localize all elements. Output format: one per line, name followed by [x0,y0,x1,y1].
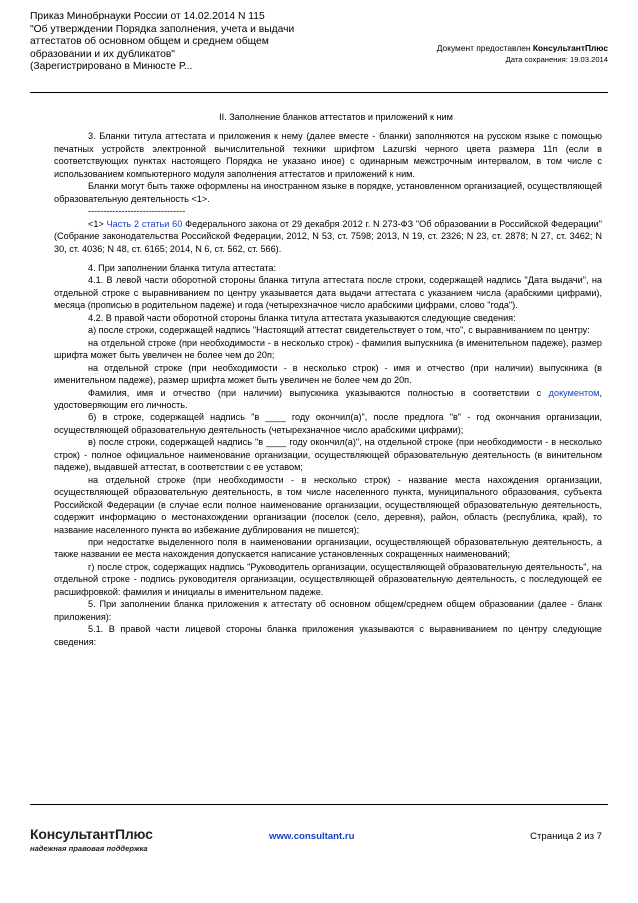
document-title [30,11,330,74]
footer-tagline: надежная правовая поддержка [30,844,148,853]
paragraph: 5. При заполнении бланка приложения к аттестату об основном общем/среднем общем образовании (далее - бланк приложения): [54,599,602,622]
footnote-text: Федерального закона от 29 декабря 2012 г. N 273-ФЗ "Об образовании в Российской Федерации" (Собрание законодательства Российской Федерации, 2012, N 53, ст. 7598; 2013, N 19, ст. 2326; N 23, ст. 2878; N 27, ст. 3462; N 30, ст. 4036; N 48, ст. 6165; 2014, N 6, ст. 562, ст. 566). [54,218,602,254]
section-title: II. Заполнение бланков аттестатов и приложений к ним [219,112,453,122]
paragraph: 4.2. В правой части оборотной стороны бланка титула аттестата указываются следующие сведения: [88,312,516,323]
paragraph: в) после строки, содержащей надпись "в ____ году окончил(а)", на отдельной строке (при необходимости - в несколько строк) - полное официальное наименование организации, осуществляющей образовательную деятельность (в винительном падеже), выдавшей аттестат, в соответствии с ее уставом; [54,437,602,473]
paragraph: а) после строки, содержащей надпись "Настоящий аттестат свидетельствует о том, что", с выравниванием по центру: [88,325,590,336]
page-footer [30,824,608,864]
footnote-separator: -------------------------------- [88,206,186,217]
footer-divider [30,804,608,805]
paragraph: 5.1. В правой части лицевой стороны бланка приложения указываются с выравниванием по центру следующие сведения: [54,624,602,647]
paragraph: 3. Бланки титула аттестата и приложения к нему (далее вместе - бланки) заполняются на русском языке с помощью печатных устройств электронной вычислительной техники шрифтом Lazurski черного цвета размера 11п (если в соответствующих пунктах настоящего Порядка не указано иное) с одинарным межстрочным интервалом, в том числе с использованием компьютерного модуля заполнения аттестатов и приложений к ним. [54,131,602,179]
document-title-line: Приказ Минобрнауки России от 14.02.2014 N 115 [30,11,265,22]
paragraph-text: , удостоверяющим его личность. [54,387,602,410]
document-title-line: образовании и их дубликатов" [30,48,175,60]
paragraph: Бланки могут быть также оформлены на иностранном языке в порядке, установленном организацией, осуществляющей образовательную деятельность <1>. [54,181,602,204]
paragraph: 4. При заполнении бланка титула аттестата: [88,262,277,273]
paragraph: на отдельной строке (при необходимости - в несколько строк) - название места нахождения организации, осуществляющей образовательную деятельность, в том числе населенного пункта, муниципального образования, субъекта Российской Федерации (в случае если полное наименование организации, осуществляющей образовательную деятельность, содержит информацию о местонахождении организации (поселок (село, деревня), район, область (республика, край), то название населенного пункта во избежание дублирования не пишется); [54,474,602,535]
law-article-link[interactable]: Часть 2 статьи 60 [106,218,183,229]
header-divider [30,92,608,93]
footer-brand-logo: КонсультантПлюс [30,826,153,842]
paragraph: на отдельной строке (при необходимости - в несколько строк) - имя и отчество (при наличии) выпускника (в именительном падеже), размер шрифта может быть увеличен не более чем до 20п. [54,362,602,386]
paragraph-text: Фамилия, имя и отчество (при наличии) выпускника указываются полностью в соответствии с [88,387,549,398]
paragraph: г) после строк, содержащих надпись "Руководитель организации, осуществляющей образовательную деятельность", на отдельной строке - подпись руководителя организации, осуществляющей образовательную деятельность, с последующей ее расшифровкой: фамилия и инициалы в именительном падеже. [54,561,602,597]
document-provenance [437,42,608,66]
paragraph: на отдельной строке (при необходимости - в несколько строк) - фамилия выпускника (в именительном падеже), размер шрифта может быть увеличен не более чем до 20п; [54,337,602,361]
footnote [54,218,602,255]
paragraph [54,387,602,412]
provided-by-prefix: Документ предоставлен [436,43,533,53]
provided-by [437,42,608,54]
document-title-line: (Зарегистрировано в Минюсте Р... [30,61,193,73]
document-body [54,111,602,648]
document-title-line: аттестатов об основном общем и среднем общем [30,36,269,48]
paragraph: б) в строке, содержащей надпись "в ____ году окончил(а)", после предлога "в" - год окончания организации, осуществляющей образовательную деятельность (четырехзначное число арабскими цифрами); [54,412,602,435]
paragraph: при недостатке выделенного поля в наименовании организации, осуществляющей образовательную деятельность, а также названии ее места нахождения допускается написание установленных сокращенных наименований; [54,536,602,560]
page-number: Страница 2 из 7 [530,831,602,842]
provided-by-brand: КонсультантПлюс [532,43,608,53]
document-link[interactable]: документом [548,387,600,398]
website-link[interactable]: www.consultant.ru [269,831,355,842]
document-title-line: "Об утверждении Порядка заполнения, учета и выдачи [30,23,295,35]
saved-date: Дата сохранения: 19.03.2014 [505,55,608,64]
page-header [30,11,608,93]
footnote-marker: <1> [88,218,107,229]
paragraph: 4.1. В левой части оборотной стороны бланка титула аттестата после строки, содержащей надпись "Дата выдачи", на отдельной строке с выравниванием по центру указывается дата выдачи аттестата с указанием числа (арабскими цифрами), месяца (прописью в родительном падеже) и года (четырехзначное число арабскими цифрами, слово "года"). [54,275,602,311]
